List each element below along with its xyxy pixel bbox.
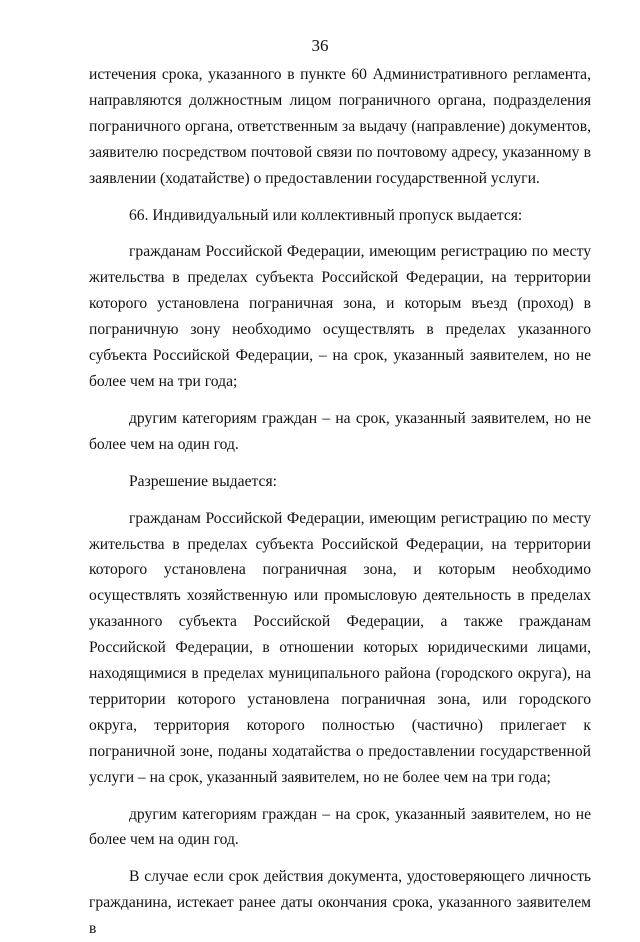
paragraph-clause-66-heading: 66. Индивидуальный или коллективный пропуск выдается: xyxy=(129,206,523,224)
page-number: 36 xyxy=(311,36,329,55)
paragraph-permit-residents: гражданам Российской Федерации, имеющим регистрацию по месту жительства в пределах субъекта Российской Федерации, на территории которого установлена пограничная зона, и которым необходимо осуществлять хозяйственную или промысловую деятельность в пределах указанного субъекта Российской Федерации, а также гражданам Российской Федерации, в отношении которых юридическими лицами, находящимися в пределах муниципального района (городского округа), на территории которого установлена пограничная зона, или городского округа, территория которого полностью (частично) прилегает к пограничной зоне, поданы ходатайства о предоставлении государственной услуги – на срок, указанный заявителем, но не более чем на три года; xyxy=(89,509,591,786)
paragraph-continuation: истечения срока, указанного в пункте 60 Административного регламента, направляются должностным лицом пограничного органа, подразделения пограничного органа, ответственным за выдачу (направление) документов, заявителю посредством почтовой связи по почтовому адресу, указанному в заявлении (ходатайстве) о предоставлении государственной услуги. xyxy=(89,66,591,187)
paragraph-identity-document-expiry: В случае если срок действия документа, удостоверяющего личность гражданина, истекает ранее даты окончания срока, указанного заявителем в xyxy=(89,868,591,938)
document-body xyxy=(89,62,591,942)
paragraph-permit-other-citizens: другим категориям граждан – на срок, указанный заявителем, но не более чем на один год. xyxy=(89,805,591,849)
paragraph-pass-other-citizens: другим категориям граждан – на срок, указанный заявителем, но не более чем на один год. xyxy=(89,409,591,453)
paragraph-permit-heading: Разрешение выдается: xyxy=(129,472,277,490)
paragraph-pass-residents: гражданам Российской Федерации, имеющим регистрацию по месту жительства в пределах субъекта Российской Федерации, на территории которого установлена пограничная зона, и которым въезд (проход) в пограничную зону необходимо осуществлять в пределах указанного субъекта Российской Федерации, – на срок, указанный заявителем, но не более чем на три года; xyxy=(89,243,591,390)
